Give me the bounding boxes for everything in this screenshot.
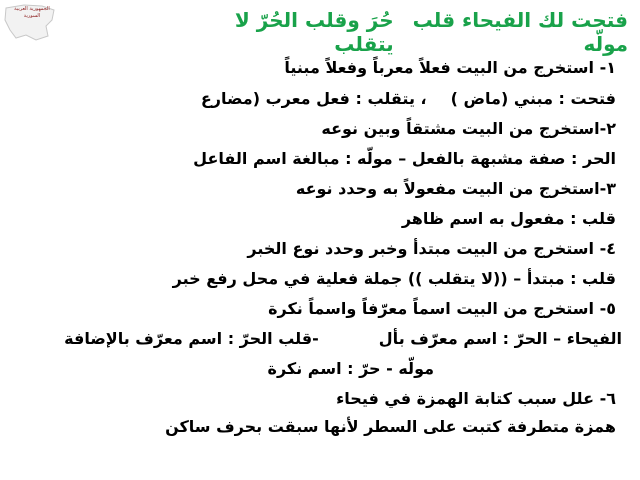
answer-1 (201, 88, 616, 110)
answer-5-continued: مولّه - حرّ : اسم نكرة (267, 359, 434, 378)
answer-1-part-b: ، يتقلب : فعل معرب (مضارع (200, 89, 427, 108)
question-3: ٣-استخرج من البيت مفعولاً به وحدد نوعه (295, 179, 616, 198)
answer-5-part-b: -قلب الحرّ : اسم معرّف بالإضافة (64, 329, 319, 348)
answer-5-part-a: الفيحاء – الحرّ : اسم معرّف بأل (378, 329, 622, 348)
poem-verse-title (60, 8, 628, 56)
question-6: ٦- علل سبب كتابة الهمزة في فيحاء (336, 389, 616, 408)
syria-map-logo (2, 2, 58, 42)
answer-3: قلب : مفعول به اسم ظاهر (401, 209, 616, 228)
question-1: ١- استخرج من البيت فعلاً معرباً وفعلاً مبنياً (284, 58, 616, 77)
verse-first-half: فتحت لك الفيحاء قلب مولّه (412, 8, 628, 56)
answer-5 (64, 328, 622, 350)
answer-1-part-a: فتحت : مبني (ماض ) (450, 89, 616, 108)
answer-2: الحر : صفة مشبهة بالفعل – مولّه : مبالغة اسم الفاعل (193, 149, 616, 168)
question-4: ٤- استخرج من البيت مبتدأ وخبر وحدد نوع الخبر (247, 239, 616, 258)
answer-6: همزة متطرفة كتبت على السطر لأنها سبقت بحرف ساكن (165, 417, 616, 436)
verse-second-half: حُرَ وقلب الحُرّ لا يتقلب (234, 8, 394, 56)
logo-text: الجمهورية العربية السورية (14, 6, 50, 19)
question-5: ٥- استخرج من البيت اسماً معرّفاً واسماً نكرة (268, 299, 616, 318)
question-2: ٢-استخرج من البيت مشتقاً وبين نوعه (321, 119, 616, 138)
answer-4: قلب : مبتدأ – ((لا يتقلب )) جملة فعلية في محل رفع خبر (172, 269, 616, 288)
